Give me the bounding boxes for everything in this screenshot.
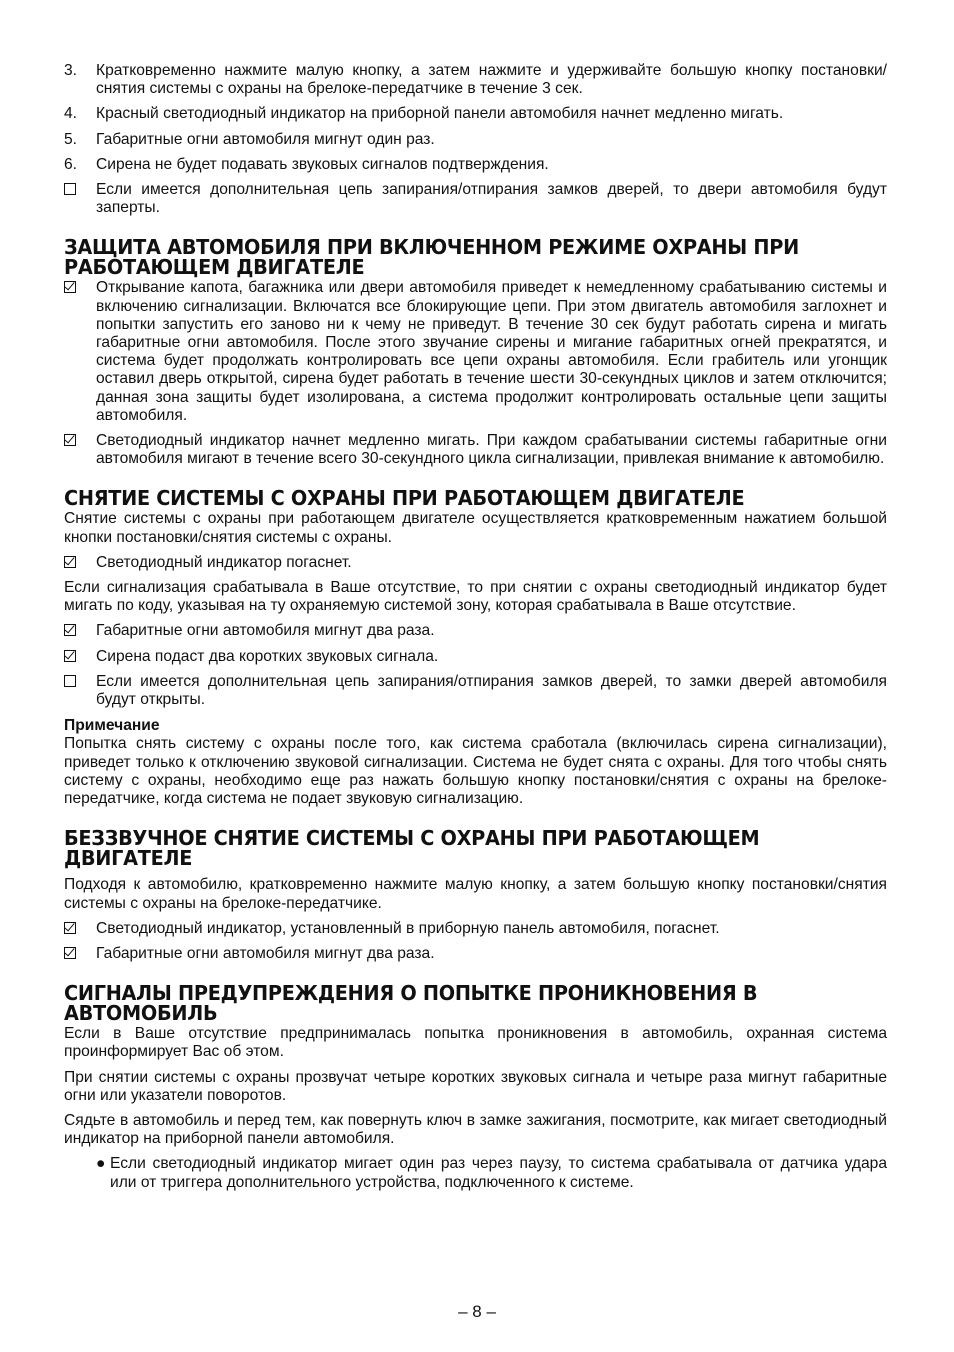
list-number: 4. [64, 105, 78, 123]
checked-box-icon [64, 922, 76, 934]
list-item [64, 62, 887, 98]
bullet-icon: ● [96, 1155, 106, 1173]
note-text: Попытка снять систему с охраны после того, как система сработала (включилась сирена сигнализации), приведет только к отключению звуковой сигнализации. Система не будет снята с охраны. Для того чтобы снять систему с охраны, необходимо еще раз нажать большую кнопку постановки/снятия с охраны на брелоке-передатчике, когда система не подает звуковую сигнализацию. [64, 735, 887, 808]
list-item-text: Сирена не будет подавать звуковых сигналов подтверждения. [96, 155, 549, 173]
list-item-text: Габаритные огни автомобиля мигнут два раза. [96, 622, 435, 640]
list-item [64, 279, 887, 425]
note-title: Примечание [64, 717, 160, 735]
list-item-text: Сирена подаст два коротких звуковых сигнала. [96, 647, 439, 665]
list-number: 6. [64, 155, 78, 173]
checked-box-icon [64, 281, 76, 293]
list-item-text: Светодиодный индикатор начнет медленно мигать. При каждом срабатывании системы габаритные огни автомобиля мигают в течение всего 30-секундного цикла сигнализации, привлекая внимание к автомобилю. [96, 432, 887, 468]
list-item-text: Если имеется дополнительная цепь запирания/отпирания замков дверей, то двери автомобиля будут заперты. [96, 181, 887, 217]
list-item [64, 622, 887, 640]
paragraph: Подходя к автомобилю, кратковременно нажмите малую кнопку, а затем большую кнопку постановки/снятия системы с охраны на брелоке-передатчике. [64, 876, 887, 912]
list-item-text: Если имеется дополнительная цепь запирания/отпирания замков дверей, то замки дверей автомобиля будут открыты. [96, 672, 887, 709]
section-heading: ЗАЩИТА АВТОМОБИЛЯ ПРИ ВКЛЮЧЕННОМ РЕЖИМЕ ОХРАНЫ ПРИ РАБОТАЮЩЕМ ДВИГАТЕЛЕ [64, 235, 799, 280]
checked-box-icon [64, 434, 76, 446]
section-heading: СИГНАЛЫ ПРЕДУПРЕЖДЕНИЯ О ПОПЫТКЕ ПРОНИКНОВЕНИЯ В АВТОМОБИЛЬ [64, 981, 758, 1026]
list-number: 3. [64, 62, 78, 79]
paragraph: Если в Ваше отсутствие предпринималась попытка проникновения в автомобиль, охранная система проинформирует Вас об этом. [64, 1025, 887, 1061]
paragraph: Снятие системы с охраны при работающем двигателе осуществляется кратковременным нажатием большой кнопки постановки/снятия системы с охраны. [64, 510, 887, 546]
list-item [64, 181, 887, 217]
paragraph: Сядьте в автомобиль и перед тем, как повернуть ключ в замке зажигания, посмотрите, как мигает светодиодный индикатор на приборной панели автомобиля. [64, 1111, 887, 1148]
list-item-text: Габаритные огни автомобиля мигнут один раз. [96, 130, 435, 148]
document-page [64, 62, 887, 1192]
list-item [64, 432, 887, 468]
bullet-item-text: Если светодиодный индикатор мигает один раз через паузу, то система срабатывала от датчика удара или от триггера дополнительного устройства, подключенного к системе. [110, 1155, 887, 1191]
list-item-text: Габаритные огни автомобиля мигнут два раза. [96, 944, 435, 962]
bullet-item [96, 1155, 887, 1191]
paragraph: Если сигнализация срабатывала в Ваше отсутствие, то при снятии с охраны светодиодный индикатор будет мигать по коду, указывая на ту охраняемую системой зону, которая срабатывала в Ваше отсутствие. [64, 579, 887, 615]
list-item-text: Открывание капота, багажника или двери автомобиля приведет к немедленному срабатыванию системы и включению сигнализации. Включатся все блокирующие цепи. При этом двигатель автомобиля заглохнет и попытки запустить его заново ни к чему не приведут. В течение 30 сек будут работать сирена и мигать габаритные огни автомобиля. После этого звучание сирены и мигание габаритных огней прекратятся, и система будет продолжать контролировать все цепи охраны автомобиля. Если грабитель или угонщик оставил дверь открытой, сирена будет работать в течение шести 30-секундных циклов и затем отключится; данная зона защиты будет изолирована, а система продолжит контролировать остальные цепи защиты автомобиля. [96, 279, 887, 424]
checked-box-icon [64, 624, 76, 636]
list-item [64, 648, 887, 666]
checked-box-icon [64, 650, 76, 662]
empty-checkbox-icon [64, 675, 76, 687]
list-item [64, 554, 887, 572]
list-item [64, 920, 887, 938]
list-item-text: Красный светодиодный индикатор на приборной панели автомобиля начнет медленно мигать. [96, 105, 784, 123]
checked-box-icon [64, 947, 76, 959]
list-item [64, 673, 887, 709]
section-heading: СНЯТИЕ СИСТЕМЫ С ОХРАНЫ ПРИ РАБОТАЮЩЕМ ДВИГАТЕЛЕ [64, 486, 745, 511]
checked-box-icon [64, 556, 76, 568]
list-item [64, 156, 887, 174]
list-number: 5. [64, 130, 78, 148]
list-item [64, 105, 887, 123]
paragraph: При снятии системы с охраны прозвучат четыре коротких звуковых сигнала и четыре раза мигнут габаритные огни или указатели поворотов. [64, 1068, 887, 1104]
list-item [64, 131, 887, 149]
page-number: – 8 – [458, 1302, 496, 1321]
list-item [64, 945, 887, 963]
list-item-text: Светодиодный индикатор погаснет. [96, 553, 352, 571]
list-item-text: Кратковременно нажмите малую кнопку, а затем нажмите и удерживайте большую кнопку постановки/снятия системы с охраны на брелоке-передатчике в течение 3 сек. [96, 62, 887, 98]
list-item-text: Светодиодный индикатор, установленный в приборную панель автомобиля, погаснет. [96, 919, 720, 937]
section-heading: БЕЗЗВУЧНОЕ СНЯТИЕ СИСТЕМЫ С ОХРАНЫ ПРИ РАБОТАЮЩЕМ ДВИГАТЕЛЕ [64, 826, 760, 871]
empty-checkbox-icon [64, 183, 76, 195]
